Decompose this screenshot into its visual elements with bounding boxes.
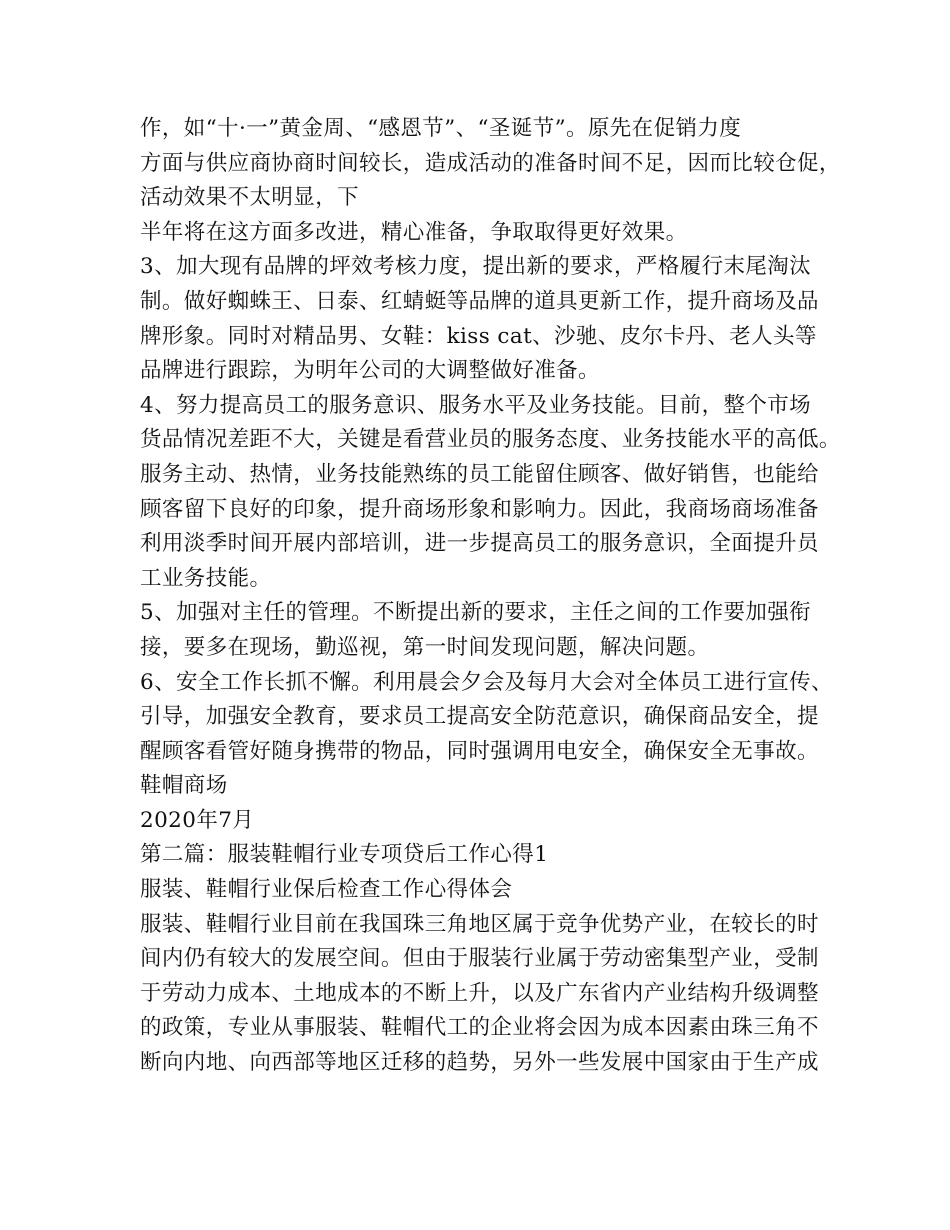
text-line: 方面与供应商协商时间较长，造成活动的准备时间不足，因而比较仓促，	[140, 150, 841, 176]
text-line: 的政策，专业从事服装、鞋帽代工的企业将会因为成本因素由珠三角不	[140, 1015, 819, 1041]
text-line: 制。做好蜘蛛王、日泰、红蜻蜓等品牌的道具更新工作，提升商场及品	[140, 288, 819, 314]
section-heading: 第二篇：服装鞋帽行业专项贷后工作心得1	[140, 842, 549, 868]
text-line: 作，如“十·一”黄金周、“感恩节”、“圣诞节”。原先在促销力度	[140, 116, 742, 141]
text-line: 引导，加强安全教育，要求员工提高安全防范意识，确保商品安全，提	[140, 704, 819, 730]
text-line: 于劳动力成本、土地成本的不断上升，以及广东省内产业结构升级调整	[140, 980, 819, 1006]
list-item-6: 6、安全工作长抓不懈。利用晨会夕会及每月大会对全体员工进行宣传、	[140, 669, 833, 695]
text-line: 顾客留下良好的印象，提升商场形象和影响力。因此，我商场商场准备	[140, 496, 819, 522]
signature-date: 2020年7月	[140, 807, 255, 833]
text-line: 断向内地、向西部等地区迁移的趋势，另外一些发展中国家由于生产成	[140, 1050, 819, 1076]
article-title: 服装、鞋帽行业保后检查工作心得体会	[140, 877, 513, 903]
text-line: 半年将在这方面多改进，精心准备，争取取得更好效果。	[140, 219, 688, 245]
text-line: 活动效果不太明显，下	[140, 185, 360, 211]
signature-department: 鞋帽商场	[140, 773, 228, 799]
text-line: 服装、鞋帽行业目前在我国珠三角地区属于竞争优势产业，在较长的时	[140, 911, 819, 937]
text-line: 工业务技能。	[140, 565, 272, 591]
list-item-3: 3、加大现有品牌的坪效考核力度，提出新的要求，严格履行末尾淘汰	[140, 254, 812, 280]
list-item-5: 5、加强对主任的管理。不断提出新的要求，主任之间的工作要加强衔	[140, 600, 812, 626]
text-line: 牌形象。同时对精品男、女鞋：kiss cat、沙驰、皮尔卡丹、老人头等	[140, 323, 817, 349]
list-item-4: 4、努力提高员工的服务意识、服务水平及业务技能。目前，整个市场	[140, 392, 812, 418]
document-body	[140, 112, 841, 1081]
text-line: 品牌进行跟踪，为明年公司的大调整做好准备。	[140, 358, 600, 384]
text-line: 醒顾客看管好随身携带的物品，同时强调用电安全，确保安全无事故。	[140, 738, 819, 764]
text-line: 间内仍有较大的发展空间。但由于服装行业属于劳动密集型产业，受制	[140, 946, 819, 972]
text-line: 接，要多在现场，勤巡视，第一时间发现问题，解决问题。	[140, 634, 710, 660]
text-line: 服务主动、热情，业务技能熟练的员工能留住顾客、做好销售，也能给	[140, 461, 819, 487]
text-line: 货品情况差距不大，关键是看营业员的服务态度、业务技能水平的高低。	[140, 427, 841, 453]
text-line: 利用淡季时间开展内部培训，进一步提高员工的服务意识，全面提升员	[140, 531, 819, 557]
